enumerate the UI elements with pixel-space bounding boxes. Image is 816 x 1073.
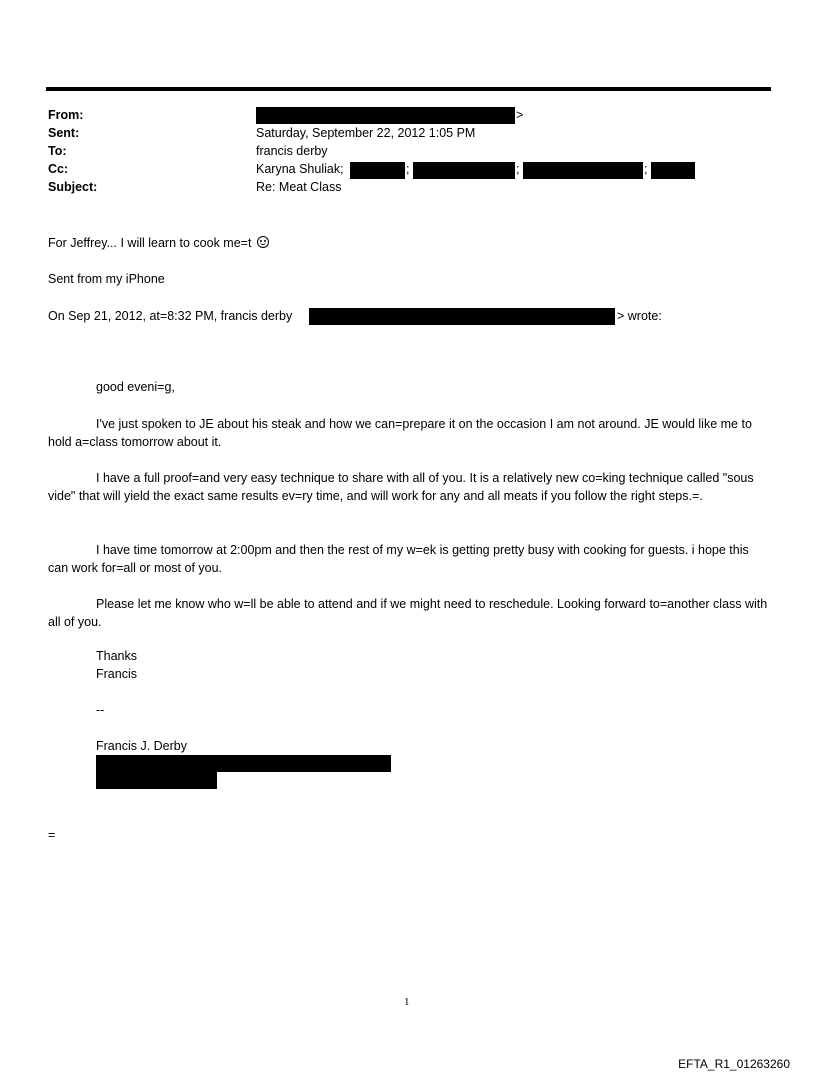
sent-label: Sent: bbox=[48, 126, 80, 140]
quote-intro-prefix: On Sep 21, 2012, at=8:32 PM, francis derby bbox=[48, 309, 293, 323]
from-label: From: bbox=[48, 108, 84, 122]
quoted-paragraph-2 bbox=[48, 469, 770, 505]
quoted-thanks: Thanks bbox=[96, 649, 137, 663]
sent-value: Saturday, September 22, 2012 1:05 PM bbox=[256, 126, 476, 140]
subject-label: Subject: bbox=[48, 180, 98, 194]
to-value: francis derby bbox=[256, 144, 328, 158]
redaction-cc-1 bbox=[350, 162, 405, 179]
to-label: To: bbox=[48, 144, 67, 158]
cc-sep-1: ; bbox=[406, 162, 410, 176]
quoted-paragraph-1-text: I've just spoken to JE about his steak and how we can=prepare it on the occasion I am not around. JE would like me to hold a=class tomorrow about it. bbox=[48, 417, 752, 449]
reply-line-1 bbox=[48, 236, 269, 250]
cc-sep-2: ; bbox=[516, 162, 520, 176]
bates-number: EFTA_R1_01263260 bbox=[678, 1057, 790, 1071]
header-rule bbox=[46, 87, 771, 91]
quoted-paragraph-3 bbox=[48, 541, 770, 577]
subject-value: Re: Meat Class bbox=[256, 180, 342, 194]
quoted-dashes: -- bbox=[96, 703, 105, 717]
reply-line-2: Sent from my iPhone bbox=[48, 272, 165, 286]
smiley-icon bbox=[257, 236, 269, 248]
redaction-cc-4 bbox=[651, 162, 695, 179]
quoted-paragraph-3-text: I have time tomorrow at 2:00pm and then the rest of my w=ek is getting pretty busy with cooking for guests. i hope this can work for=all or most of you. bbox=[48, 543, 749, 575]
cc-first: Karyna Shuliak; bbox=[256, 162, 344, 176]
quoted-signature: Francis J. Derby bbox=[96, 739, 187, 753]
quoted-paragraph-1 bbox=[48, 415, 770, 451]
trailing-equals: = bbox=[48, 828, 56, 842]
quoted-name: Francis bbox=[96, 667, 137, 681]
page-number: 1 bbox=[404, 996, 410, 1008]
redaction-cc-3 bbox=[523, 162, 643, 179]
quoted-greeting: good eveni=g, bbox=[96, 380, 175, 394]
from-value-suffix: > bbox=[516, 108, 524, 122]
redaction-from bbox=[256, 107, 515, 124]
redaction-signature-1 bbox=[96, 755, 391, 772]
cc-label: Cc: bbox=[48, 162, 69, 176]
cc-sep-3: ; bbox=[644, 162, 648, 176]
reply-line-1-text: For Jeffrey... I will learn to cook me=t bbox=[48, 236, 252, 250]
redaction-cc-2 bbox=[413, 162, 515, 179]
quote-intro-suffix: > wrote: bbox=[617, 309, 662, 323]
quoted-paragraph-4 bbox=[48, 595, 770, 631]
redaction-signature-2 bbox=[96, 772, 217, 789]
quoted-paragraph-2-text: I have a full proof=and very easy technique to share with all of you. It is a relatively new co=king technique called "sous vide" that will yield the exact same results ev=ry time, and will work for any and all meats if you follow the right steps.=. bbox=[48, 471, 754, 503]
redaction-quote-email bbox=[309, 308, 615, 325]
quoted-paragraph-4-text: Please let me know who w=ll be able to attend and if we might need to reschedule. Looking forward to=another class with all of you. bbox=[48, 597, 768, 629]
